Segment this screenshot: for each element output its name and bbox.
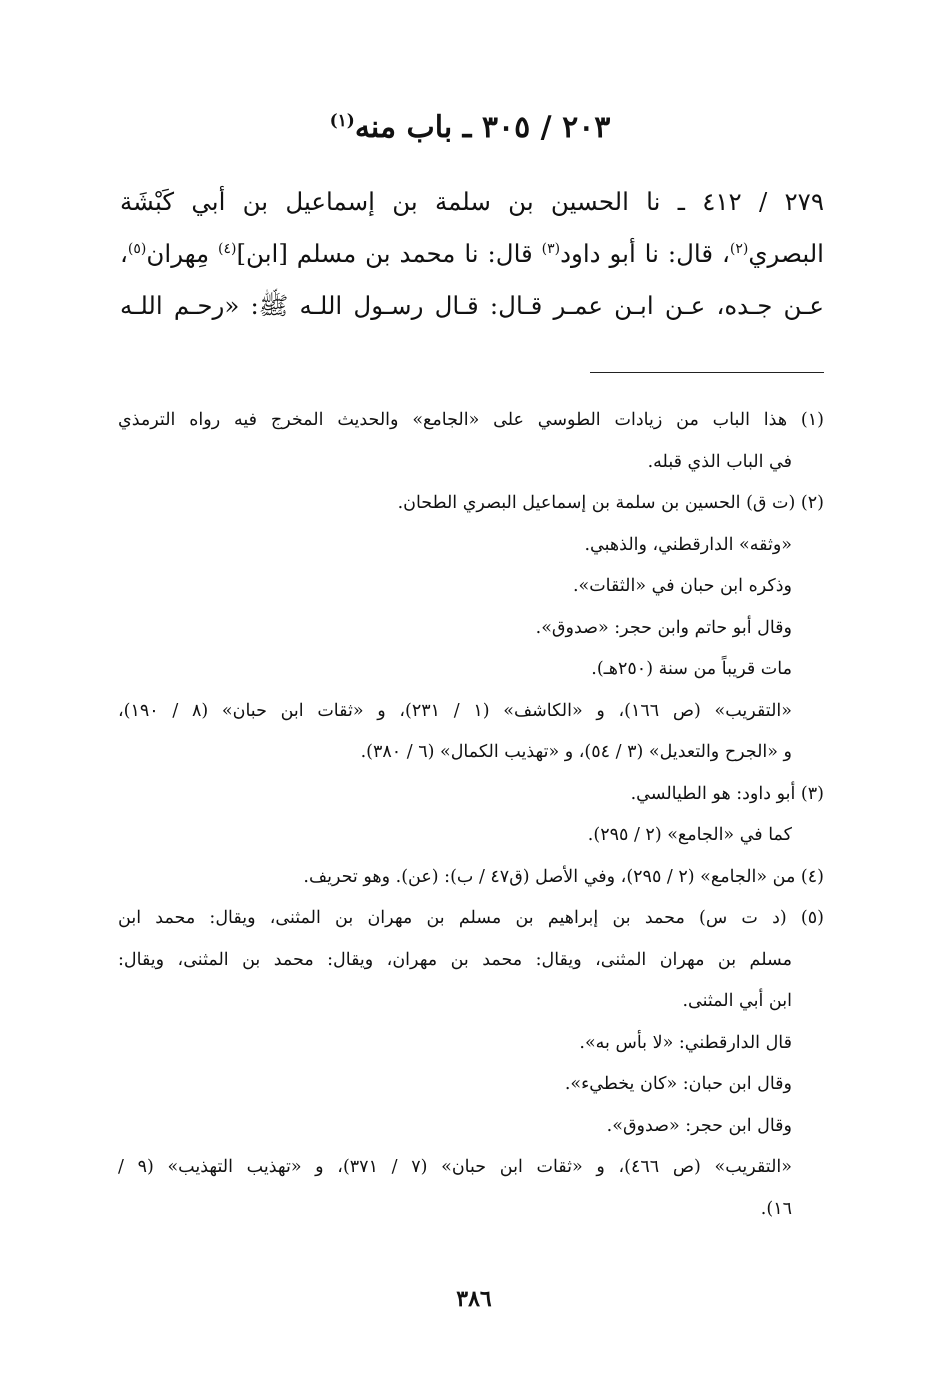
hadith-line: ٢٧٩ / ٤١٢ ـ نا الحسين بن سلمة بن إسماعيل بن أبي كَبْشَة [120, 187, 824, 216]
footnote-line: مات قريباً من سنة (٢٥٠هـ). [591, 659, 792, 679]
chapter-title-text: ٢٠٣ / ٣٠٥ ـ باب منه [354, 110, 611, 145]
footnote-line: ابن أبي المثنى. [682, 991, 792, 1011]
footnote-line: وقال ابن حجر: «صدوق». [606, 1115, 792, 1136]
footnote-line: وقال أبو حاتم وابن حجر: «صدوق». [535, 617, 792, 638]
hadith-line [120, 228, 824, 280]
footnote-separator [590, 372, 824, 373]
footnote-line: في الباب الذي قبله. [647, 451, 792, 472]
hadith-fragment: قال: نا محمد بن مسلم [ابن] [236, 239, 542, 268]
footnote-line: (١) هذا الباب من زيادات الطوسي على «الجامع» والحديث المخرج فيه رواه الترمذي [118, 410, 824, 430]
footnote-line: (٥) (د ت س) محمد بن إبراهيم بن مسلم بن مهران بن المثنى، ويقال: محمد ابن [118, 908, 824, 928]
footnote-line: «وثقه» الدارقطني، والذهبي. [584, 534, 792, 555]
footnote-line: (٢) (ت ق) الحسين بن سلمة بن إسماعيل البصري الطحان. [397, 493, 824, 513]
footnote-line: «التقريب» (ص ١٦٦)، و «الكاشف» (١ / ٢٣١)، و «ثقات ابن حبان» (٨ / ١٩٠)، [118, 700, 792, 721]
hadith-line: عـن جـده، عـن ابـن عمـر قـال: قـال رسـول اللـه ﷺ: «رحـم اللـه [120, 291, 824, 320]
footnote-line: وذكره ابن حبان في «الثقات». [572, 576, 792, 596]
hadith-fragment: مِهران [146, 239, 219, 268]
chapter-title [120, 106, 820, 150]
page-number: ٣٨٦ [456, 1286, 492, 1312]
footnote-line: وقال ابن حبان: «كان يخطيء». [564, 1074, 792, 1094]
footnote-ref: (٢) [729, 240, 749, 257]
footnote-ref: (١) [329, 111, 355, 131]
footnote-line: (٤) من «الجامع» (٢ / ٢٩٥)، وفي الأصل (ق٤٧ / ب): (عن). وهو تحريف. [303, 866, 824, 887]
footnote-line: قال الدارقطني: «لا بأس به». [579, 1032, 792, 1053]
hadith-fragment: ، [120, 239, 128, 268]
footnote-ref: (٤) [218, 240, 237, 257]
footnote-line: مسلم بن مهران المثنى، ويقال: محمد بن مهران، ويقال: محمد بن المثنى، ويقال: [118, 949, 792, 970]
footnote-line: «التقريب» (ص ٤٦٦)، و «ثقات ابن حبان» (٧ / ٣٧١)، و «تهذيب التهذيب» (٩ / [118, 1157, 792, 1177]
footnote-ref: (٥) [127, 240, 147, 257]
footnote-line: ١٦). [760, 1198, 792, 1219]
footnote-line: (٣) أبو داود: هو الطيالسي. [630, 783, 824, 804]
hadith-fragment: ، قال: نا أبو داود [560, 239, 730, 268]
footnote-ref: (٣) [541, 240, 561, 257]
footnotes [118, 400, 824, 1230]
footnote-line: و «الجرح والتعديل» (٣ / ٥٤)، و «تهذيب الكمال» (٦ / ٣٨٠). [360, 742, 792, 762]
hadith-fragment: البصري [748, 239, 824, 268]
footnote-line: كما في «الجامع» (٢ / ٢٩٥). [587, 825, 792, 845]
hadith-text [120, 176, 824, 332]
